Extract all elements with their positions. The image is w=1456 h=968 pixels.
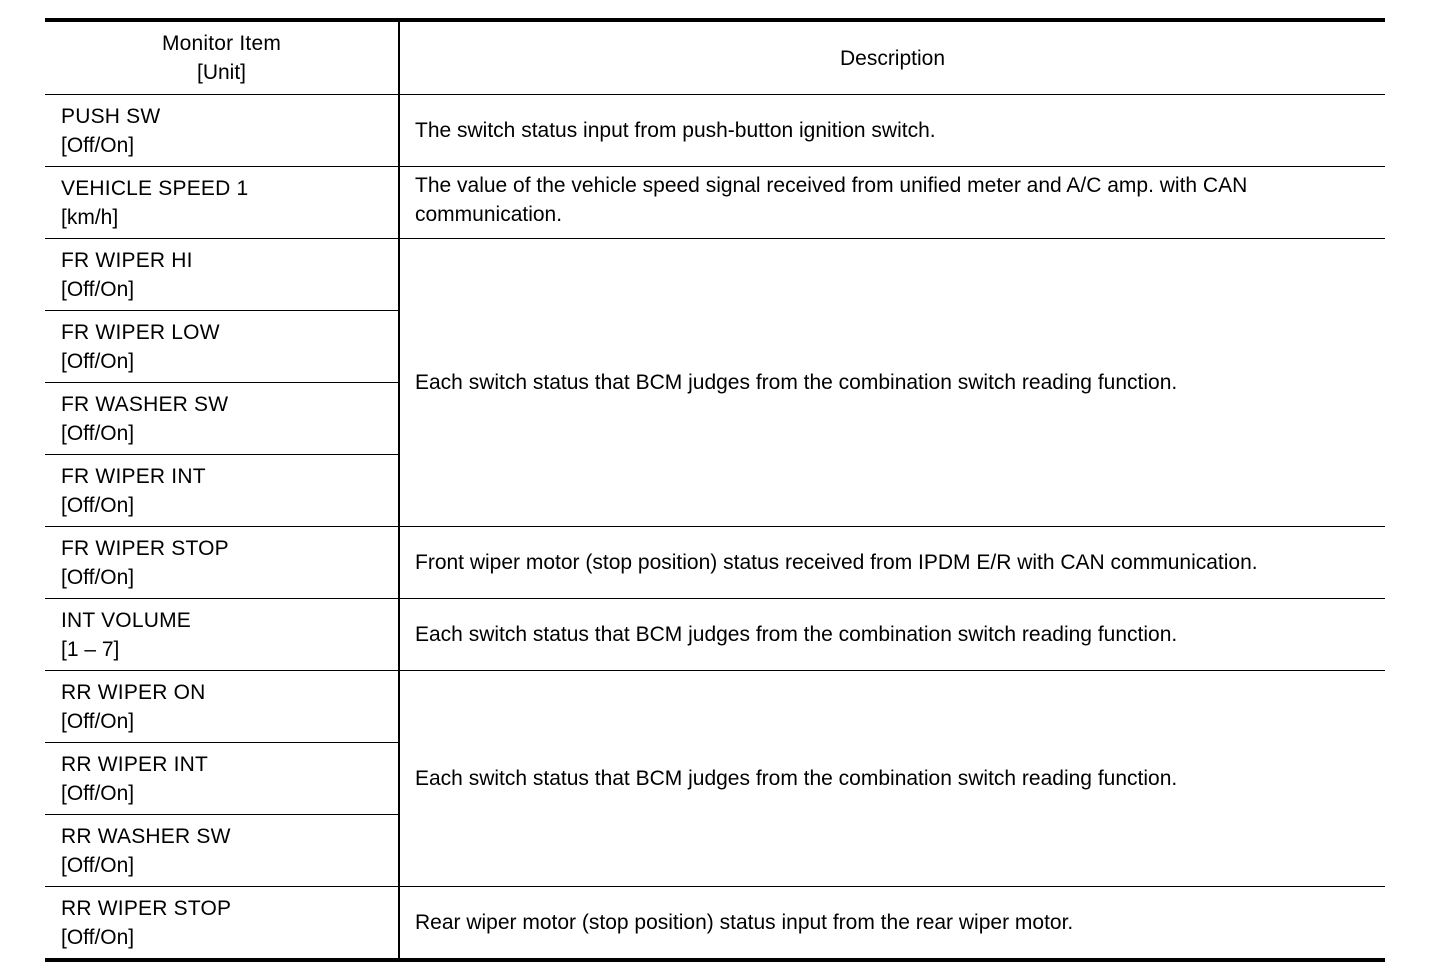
monitor-item-cell	[45, 311, 399, 383]
table-row	[45, 527, 1385, 599]
monitor-item-unit: [Off/On]	[61, 421, 135, 445]
monitor-item-cell	[45, 815, 399, 887]
monitor-item-name: PUSH SW	[61, 104, 161, 128]
monitor-item-unit: [Off/On]	[61, 493, 135, 517]
header-row	[45, 20, 1385, 95]
description-cell: The switch status input from push-button ignition switch.	[399, 95, 1385, 167]
table-body	[45, 95, 1385, 961]
header-monitor-item	[45, 20, 399, 95]
table-row	[45, 95, 1385, 167]
monitor-item-unit: [Off/On]	[61, 277, 135, 301]
monitor-item-cell	[45, 527, 399, 599]
table-row	[45, 599, 1385, 671]
monitor-item-table	[45, 18, 1385, 962]
description-cell: Each switch status that BCM judges from the combination switch reading function.	[399, 599, 1385, 671]
monitor-item-unit: [Off/On]	[61, 781, 135, 805]
monitor-item-cell	[45, 671, 399, 743]
monitor-item-unit: [km/h]	[61, 205, 119, 229]
description-cell: The value of the vehicle speed signal received from unified meter and A/C amp. with CAN communication.	[399, 167, 1385, 239]
monitor-item-cell	[45, 599, 399, 671]
monitor-item-unit: [Off/On]	[61, 709, 135, 733]
monitor-item-cell	[45, 239, 399, 311]
header-description: Description	[399, 20, 1385, 95]
table-row	[45, 887, 1385, 961]
monitor-item-name: FR WASHER SW	[61, 392, 229, 416]
monitor-item-cell	[45, 383, 399, 455]
monitor-item-unit: [Off/On]	[61, 349, 135, 373]
table-header	[45, 20, 1385, 95]
description-cell: Rear wiper motor (stop position) status input from the rear wiper motor.	[399, 887, 1385, 961]
monitor-item-name: RR WASHER SW	[61, 824, 231, 848]
monitor-item-name: FR WIPER HI	[61, 248, 193, 272]
monitor-item-cell	[45, 95, 399, 167]
table-row	[45, 239, 1385, 311]
description-cell: Each switch status that BCM judges from the combination switch reading function.	[399, 671, 1385, 887]
monitor-item-name: VEHICLE SPEED 1	[61, 176, 249, 200]
monitor-item-name: FR WIPER LOW	[61, 320, 220, 344]
monitor-item-name: RR WIPER ON	[61, 680, 206, 704]
monitor-item-unit: [Off/On]	[61, 565, 135, 589]
description-cell: Front wiper motor (stop position) status received from IPDM E/R with CAN communication.	[399, 527, 1385, 599]
monitor-item-cell	[45, 743, 399, 815]
monitor-item-cell	[45, 887, 399, 961]
monitor-item-cell	[45, 167, 399, 239]
header-item-label: Monitor Item	[161, 32, 282, 55]
table-row	[45, 167, 1385, 239]
monitor-item-name: FR WIPER INT	[61, 464, 206, 488]
monitor-item-cell	[45, 455, 399, 527]
monitor-item-unit: [1 – 7]	[61, 637, 120, 661]
description-cell: Each switch status that BCM judges from the combination switch reading function.	[399, 239, 1385, 527]
monitor-item-unit: [Off/On]	[61, 853, 135, 877]
monitor-item-name: RR WIPER STOP	[61, 896, 232, 920]
monitor-item-name: INT VOLUME	[61, 608, 191, 632]
table-row	[45, 671, 1385, 743]
monitor-item-name: FR WIPER STOP	[61, 536, 229, 560]
monitor-item-name: RR WIPER INT	[61, 752, 209, 776]
monitor-item-unit: [Off/On]	[61, 925, 135, 949]
monitor-item-unit: [Off/On]	[61, 133, 135, 157]
header-unit-label: [Unit]	[196, 61, 246, 84]
